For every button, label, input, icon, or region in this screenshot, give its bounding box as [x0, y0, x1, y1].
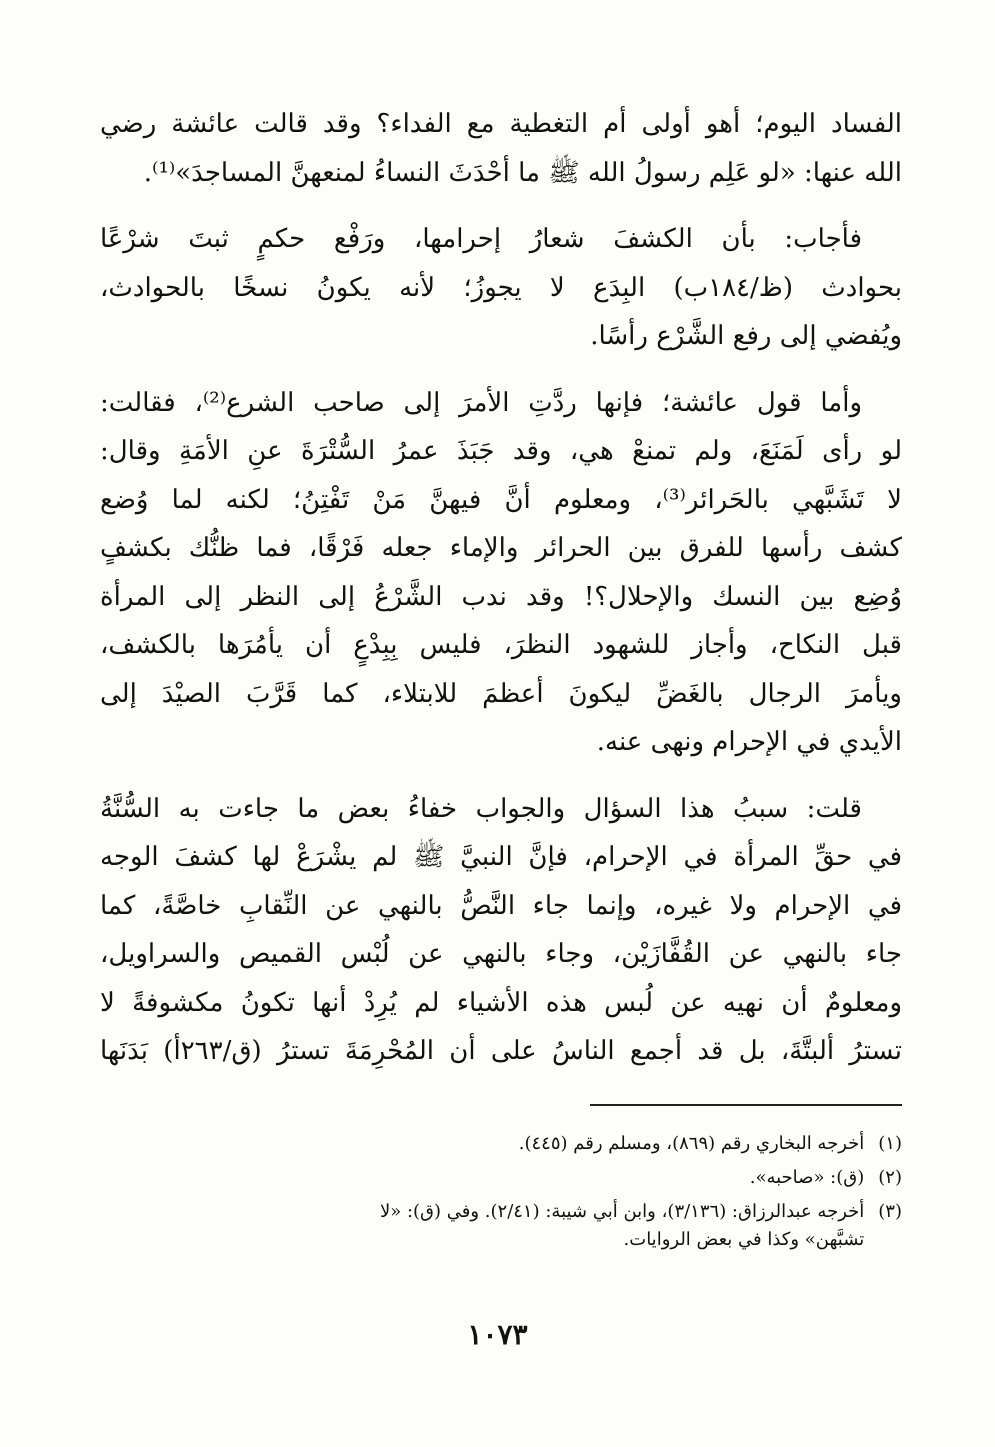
footnote-number: (٢) — [878, 1167, 902, 1188]
footnote-number: (١) — [878, 1133, 902, 1154]
text-line: لا تَشَبَّهي بالحَرائر⁽³⁾، ومعلوم أنَّ فيهنَّ مَنْ تَفْتِنُ؛ لكنه لما وُضع — [100, 484, 902, 515]
footnote-number: (٣) — [878, 1201, 902, 1222]
text-line: فأجاب: بأن الكشفَ شعارُ إحرامها، ورَفْع حكمٍ ثبتَ شرْعًا — [100, 224, 862, 254]
footnote-text-line: أخرجه عبدالرزاق: (٣/١٣٦)، وابن أبي شيبة: (٢/٤١). وفي (ق): «لا — [379, 1201, 865, 1222]
text-line: ويأمرَ الرجال بالغَضِّ ليكونَ أعظمَ للابتلاء، كما قَرَّبَ الصيْدَ إلى — [100, 678, 902, 709]
text-line: ويُفضي إلى رفع الشَّرْع رأسًا. — [590, 321, 902, 351]
footnotes — [100, 1130, 902, 1254]
footnote-text: (ق): «صاحبه». — [749, 1167, 865, 1188]
text-line: ومعلومٌ أن نهيه عن لُبس هذه الأشياء لم يُرِدْ أنها تكونُ مكشوفةً لا — [100, 987, 902, 1018]
footnote-item — [100, 1198, 902, 1254]
text-line: تسترُ ألبتَّةَ، بل قد أجمع الناسُ على أن المُحْرِمَةَ تسترُ (ق/٢٦٣أ) بَدَنَها — [100, 1036, 902, 1066]
text-line: في الإحرام ولا غيره، وإنما جاء النَّصُّ بالنهي عن النِّقابِ خاصَّةً، كما — [100, 890, 902, 921]
text-line: الفساد اليوم؛ أهو أولى أم التغطية مع الفداء؟ وقد قالت عائشة رضي — [100, 109, 902, 139]
text-line: قلت: سببُ هذا السؤال والجواب خفاءُ بعض ما جاءت به السُّنَّةُ — [100, 793, 862, 824]
footnote-item — [100, 1130, 902, 1158]
footnote-text-line: تشبَّهن» وكذا في بعض الروايات. — [623, 1229, 865, 1250]
footnote-text: أخرجه البخاري رقم (٨٦٩)، ومسلم رقم (٤٤٥). — [518, 1133, 865, 1154]
paragraph-gap — [100, 361, 902, 379]
paragraph-gap — [100, 767, 902, 785]
text-line: في حقِّ المرأة في الإحرام، فإنَّ النبيَّ ﷺ لم يشْرَعْ لها كشفَ الوجه — [100, 842, 902, 872]
paragraph-gap — [100, 197, 902, 215]
text-line: وأما قول عائشة؛ فإنها ردَّتِ الأمرَ إلى صاحب الشرع⁽²⁾، فقالت: — [100, 387, 862, 418]
footnote-separator — [590, 1104, 902, 1106]
text-line: جاء بالنهي عن القُفَّازَيْن، وجاء بالنهي عن لُبْس القميص والسراويل، — [100, 939, 902, 969]
page-number: ١٠٧٣ — [467, 1318, 528, 1351]
footnote-item — [100, 1164, 902, 1192]
text-line: وُضِع بين النسك والإحلال؟! وقد ندب الشَّرْعُ إلى النظر إلى المرأة — [100, 581, 902, 612]
text-line: الأيدي في الإحرام ونهى عنه. — [596, 727, 902, 757]
text-line: لو رأى لَمَنَعَ، ولم تمنعْ هي، وقد جَبَذَ عمرُ السُّتْرَةَ عنِ الأمَةِ وقال: — [100, 436, 902, 466]
text-line: بحوادث (ظ/١٨٤ب) البِدَع لا يجوزُ؛ لأنه يكونُ نسخًا بالحوادث، — [100, 272, 902, 303]
footnote-text — [100, 1198, 864, 1254]
main-text — [100, 100, 902, 1076]
text-line: الله عنها: «لو عَلِم رسولُ الله ﷺ ما أحْدَثَ النساءُ لمنعهنَّ المساجدَ»⁽¹⁾. — [143, 157, 902, 188]
text-line: قبل النكاح، وأجاز للشهود النظرَ، فليس بِبِدْعٍ أن يأمُرَها بالكشف، — [100, 630, 902, 660]
text-line: كشف رأسها للفرق بين الحرائر والإماء جعله فَرْقًا، فما ظنُّك بكشفٍ — [100, 533, 902, 563]
